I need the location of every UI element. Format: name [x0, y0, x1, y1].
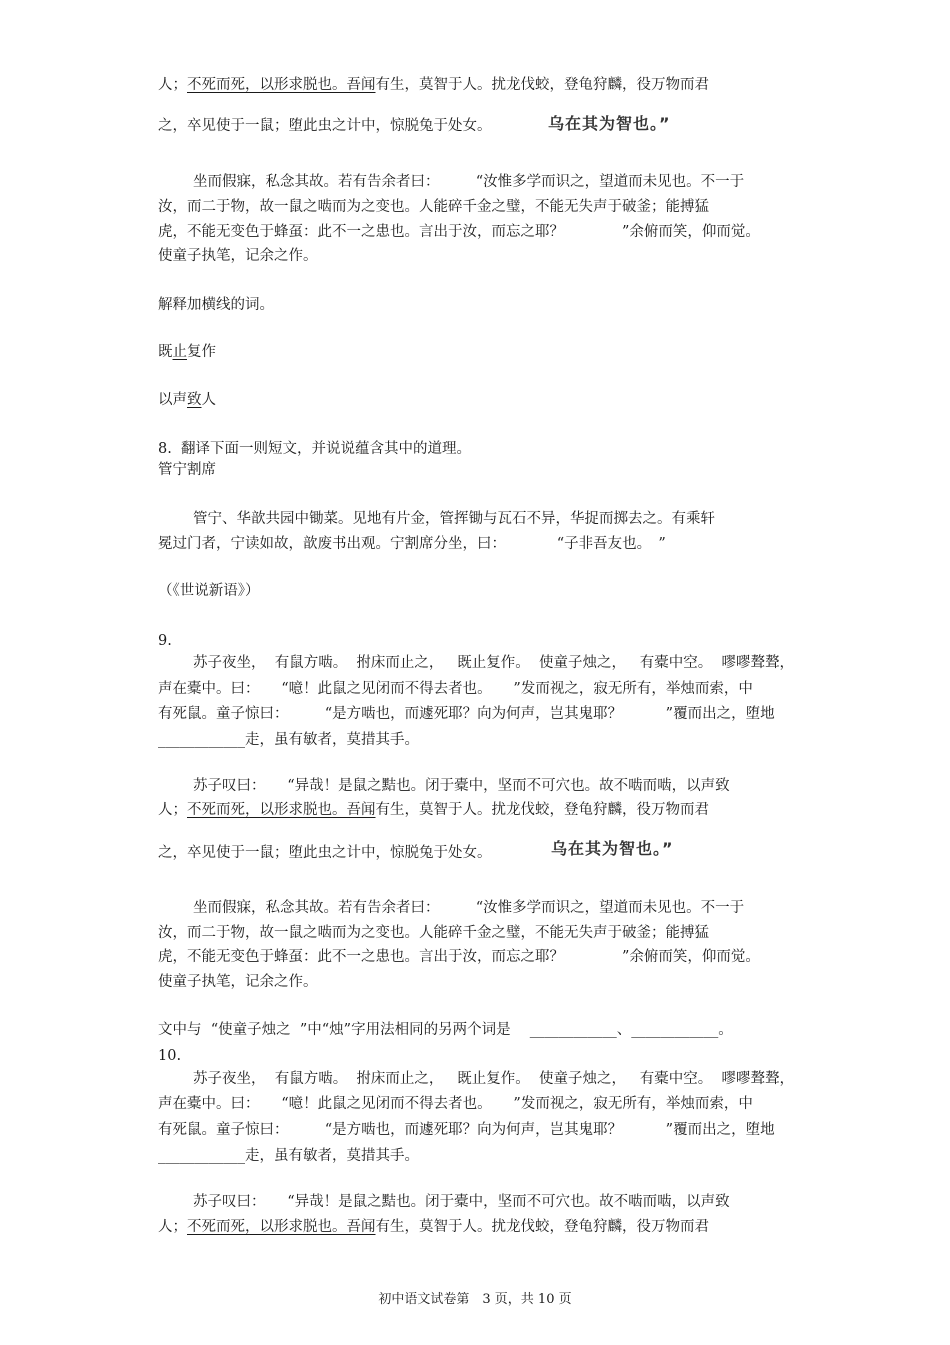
text-line: 有死鼠。童子惊曰： “是方啮也，而遽死耶？向为何声，岂其鬼耶？ ”覆而出之，堕地 [158, 1122, 775, 1138]
text-span: 人； [158, 802, 187, 818]
text-line: 冕过门者，宁读如故，歆废书出观。宁割席分坐，曰： “子非吾友也。 ” [158, 536, 666, 552]
text-span: 复作 [187, 344, 216, 360]
text-line [158, 1218, 709, 1236]
term-line [158, 391, 216, 409]
text-line: 坐而假寐，私念其故。若有告余者曰： “汝惟多学而识之，望道而未见也。不一于 [193, 900, 745, 916]
text-line: 苏子夜坐， 有鼠方啮。 拊床而止之， 既止复作。 使童子烛之， 有橐中空。 嘐嘐聱聱， [193, 655, 795, 671]
text-line: 汝，而二于物，故一鼠之啮而为之变也。人能碎千金之璧，不能无失声于破釜；能搏猛 [158, 925, 709, 941]
text-span: 走，虽有敏者，莫措其手。 [245, 732, 419, 748]
text-line: 声在橐中。曰： “噫！此鼠之见闭而不得去者也。 ”发而视之，寂无所有，举烛而索，中 [158, 681, 753, 697]
underlined-text: 致 [187, 392, 202, 408]
text-line: 使童子执笔，记余之作。 [158, 248, 318, 264]
text-line: 声在橐中。曰： “噫！此鼠之见闭而不得去者也。 ”发而视之，寂无所有，举烛而索，中 [158, 1096, 753, 1112]
question-number: 10. [158, 1048, 182, 1064]
answer-blank[interactable]: ____________ [158, 732, 245, 748]
question-prompt: 文中与 “使童子烛之 ”中“烛”字用法相同的另两个词是 ____________、____________。 [158, 1022, 733, 1038]
text-line [158, 731, 419, 749]
text-line: 虎，不能无变色于蜂虿：此不一之患也。言出于汝，而忘之耶？ ”余俯而笑，仰而觉。 [158, 224, 760, 240]
question-number: 9. [158, 633, 172, 649]
term-line [158, 343, 216, 361]
text-span: 人； [158, 1219, 187, 1235]
text-line: 使童子执笔，记余之作。 [158, 974, 318, 990]
text-line: 苏子夜坐， 有鼠方啮。 拊床而止之， 既止复作。 使童子烛之， 有橐中空。 嘐嘐聱聱， [193, 1071, 795, 1087]
text-span: 走，虽有敏者，莫措其手。 [245, 1148, 419, 1164]
text-span: 人； [158, 77, 187, 93]
handwritten-annotation: 乌在其为智也。” [551, 839, 674, 858]
text-line [158, 801, 709, 819]
source-note: （《世说新语》） [158, 583, 260, 599]
underlined-text: 不死而死，以形求脱也。吾闻 [187, 1219, 376, 1235]
text-line: 之，卒见使于一鼠；堕此虫之计中，惊脱兔于处女。 [158, 118, 492, 134]
text-span: 有生，莫智于人。扰龙伐蛟，登龟狩麟，役万物而君 [375, 77, 709, 93]
page-footer: 初中语文试卷第 3 页，共 10 页 [378, 1292, 572, 1307]
text-span: 既 [158, 344, 173, 360]
text-line [158, 1147, 419, 1165]
text-line [158, 76, 709, 94]
question-instruction: 解释加横线的词。 [158, 297, 274, 313]
text-line: 苏子叹曰： “异哉！是鼠之黠也。闭于橐中，坚而不可穴也。故不啮而啮，以声致 [193, 778, 730, 794]
underlined-text: 止 [172, 344, 187, 360]
text-span: 有生，莫智于人。扰龙伐蛟，登龟狩麟，役万物而君 [375, 802, 709, 818]
text-line: 管宁、华歆共园中锄菜。见地有片金，管挥锄与瓦石不异，华捉而掷去之。有乘轩 [193, 511, 715, 527]
text-span: 人 [201, 392, 216, 408]
text-line: 苏子叹曰： “异哉！是鼠之黠也。闭于橐中，坚而不可穴也。故不啮而啮，以声致 [193, 1194, 730, 1210]
underlined-text: 不死而死，以形求脱也。吾闻 [187, 802, 376, 818]
text-line: 之，卒见使于一鼠；堕此虫之计中，惊脱兔于处女。 [158, 845, 492, 861]
text-span: 以声 [158, 392, 187, 408]
answer-blank[interactable]: ____________ [158, 1148, 245, 1164]
question-title: 8. 翻译下面一则短文，并说说蕴含其中的道理。 [158, 441, 472, 457]
text-span: 有生，莫智于人。扰龙伐蛟，登龟狩麟，役万物而君 [375, 1219, 709, 1235]
handwritten-annotation: 乌在其为智也。” [548, 114, 671, 133]
text-line: 坐而假寐，私念其故。若有告余者曰： “汝惟多学而识之，望道而未见也。不一于 [193, 174, 745, 190]
text-line: 有死鼠。童子惊曰： “是方啮也，而遽死耶？向为何声，岂其鬼耶？ ”覆而出之，堕地 [158, 706, 775, 722]
underlined-text: 不死而死，以形求脱也。吾闻 [187, 77, 376, 93]
passage-title: 管宁割席 [158, 462, 216, 478]
text-line: 虎，不能无变色于蜂虿：此不一之患也。言出于汝，而忘之耶？ ”余俯而笑，仰而觉。 [158, 949, 760, 965]
text-line: 汝，而二于物，故一鼠之啮而为之变也。人能碎千金之璧，不能无失声于破釜；能搏猛 [158, 199, 709, 215]
